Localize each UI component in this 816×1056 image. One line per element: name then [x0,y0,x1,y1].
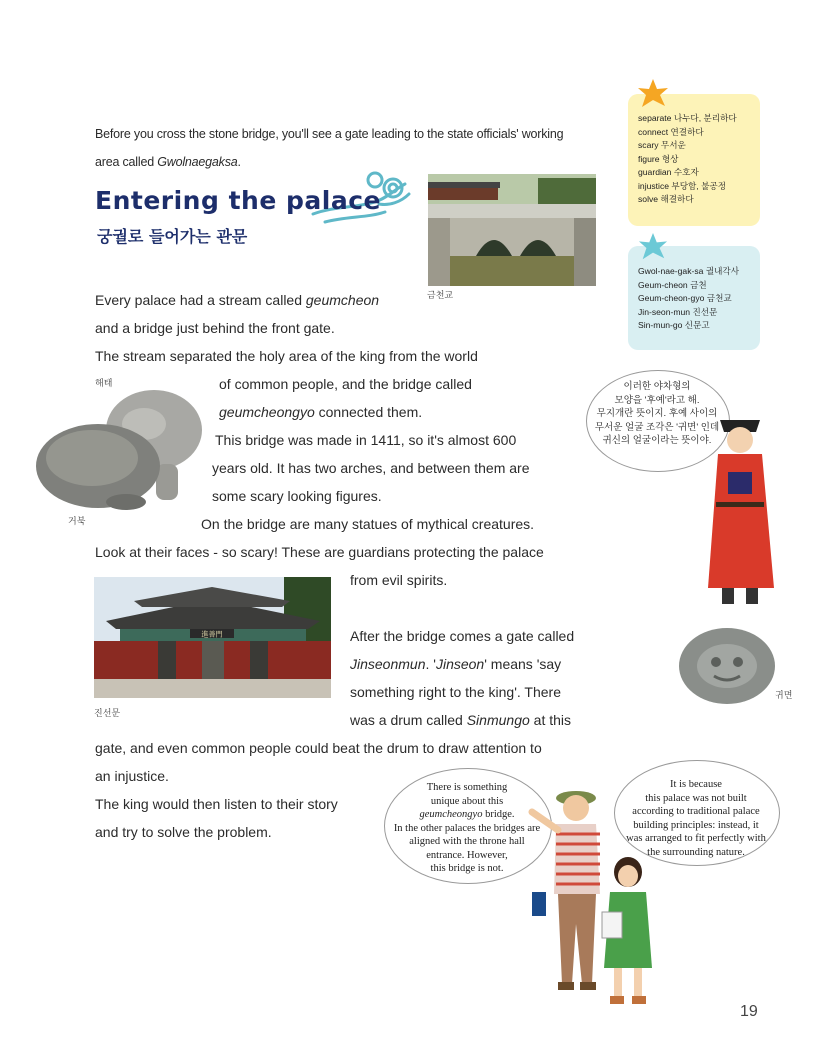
vocab-item: connect 연결하다 [638,126,704,137]
body-term: Jinseon [435,656,485,672]
body-line: The king would then listen to their story [95,796,338,812]
body-term: Sinmungo [466,712,530,728]
vocab-box [628,94,760,226]
body-line: years old. It has two arches, and between them are [212,460,530,476]
body-line [350,650,561,678]
body-line: and try to solve the problem. [95,824,272,840]
vocab-item: injustice 부당함, 불공정 [638,180,727,191]
body-line: something right to the king'. There [350,684,561,700]
body-text: connected them. [314,404,423,420]
orange-star-icon [637,78,669,110]
stone-statues-image [36,384,206,514]
bridge-caption: 금천교 [427,290,454,300]
body-text: . ' [425,656,436,672]
official-character-illustration [702,410,778,610]
bubble-line [384,808,550,822]
teal-star-icon [638,232,668,262]
bubble-line: In the other palaces the bridges are [393,822,541,834]
korean-bubble-line: 이러한 야차형의 [623,381,691,392]
gate-photo [94,577,331,698]
body-line: from evil spirits. [350,572,448,588]
bubble-line: was arranged to fit perfectly with [626,833,766,844]
name-item: Sin-mun-go 신문고 [638,320,710,330]
body-line [95,286,379,314]
body-line [219,398,422,426]
page-number: 19 [740,1003,758,1020]
bubble-line: this palace was not built [645,792,747,804]
guide-man-illustration [528,784,608,996]
body-text: Every palace had a stream called [95,292,306,308]
vocab-item: solve 해결하다 [638,194,694,204]
vocab-item: figure 형상 [638,153,679,164]
girl-illustration [600,856,656,1008]
body-text: was a drum called [350,712,467,728]
korean-bubble-line: 무서운 얼굴 조각은 '귀면' 인데 [594,421,720,433]
body-term: Jinseonmun [350,656,426,672]
body-text: at this [529,712,572,728]
body-term: geumcheon [305,292,380,308]
gwimyeon-caption: 귀면 [775,690,793,700]
body-line: of common people, and the bridge called [219,376,472,392]
page-subtitle: 궁궐로 들어가는 관문 [97,227,248,246]
korean-bubble-line: 무지개란 뜻이지. 후예 사이의 [596,408,718,419]
gate-caption: 진선문 [94,708,121,718]
haetae-caption: 해태 [95,378,113,388]
bubble-line: unique about this [430,795,504,807]
name-item: Geum-cheon 금천 [638,279,707,290]
name-item: Geum-cheon-gyo 금천교 [638,293,732,303]
body-line: some scary looking figures. [212,488,382,504]
bubble-line: this bridge is not. [430,863,504,874]
guide-bubble-text [384,781,550,876]
body-line: The stream separated the holy area of the king from the world [95,348,478,364]
gate-sign: 進善門 [201,630,223,639]
name-item: Jin-seon-mun 진선문 [638,306,718,317]
turtle-caption: 거북 [68,516,86,526]
body-line: and a bridge just behind the front gate. [95,320,335,336]
body-line: On the bridge are many statues of mythical creatures. [201,516,535,532]
gwimyeon-image [678,626,776,706]
bubble-line: building principles: instead, it [633,819,759,831]
body-line: Look at their faces - so scary! These are guardians protecting the palace [95,544,544,560]
bridge-photo [428,174,596,286]
bubble-line: There is something [426,782,508,793]
vocab-item: guardian 수호자 [638,167,699,177]
bubble-text: bridge. [482,809,515,820]
intro-term: Gwolnaegaksa [157,155,238,169]
bubble-line: according to traditional palace [632,806,760,817]
korean-bubble-line: 귀신의 얼굴이라는 뜻이야. [602,435,712,446]
body-line: After the bridge comes a gate called [350,628,575,644]
body-line: gate, and even common people could beat the drum to draw attention to [95,740,542,756]
intro-period: . [237,155,241,169]
body-line: an injustice. [95,768,169,784]
body-term: geumcheongyo [219,404,315,420]
bubble-line: It is because [670,779,722,790]
korean-bubble-line: 모양을 '후예'라고 해. [614,394,700,406]
girl-bubble-text [616,778,776,859]
intro-text: area called [95,155,158,169]
bubble-term: geumcheongyo [419,809,483,820]
bubble-line: the surrounding nature. [647,846,745,858]
intro-line-1: Before you cross the stone bridge, you'll see a gate leading to the state officials' working [95,127,564,141]
bubble-line: entrance. However, [426,849,508,861]
vocab-item: separate 나누다, 분리하다 [638,113,737,123]
page-title: Entering the palace [95,186,381,215]
vocab-item: scary 무서운 [638,140,686,150]
body-text: ' means 'say [484,656,562,672]
bubble-line: aligned with the throne hall [409,836,525,847]
body-line: This bridge was made in 1411, so it's almost 600 [215,432,517,448]
body-line [350,706,571,734]
name-item: Gwol-nae-gak-sa 궐내각사 [638,266,740,276]
